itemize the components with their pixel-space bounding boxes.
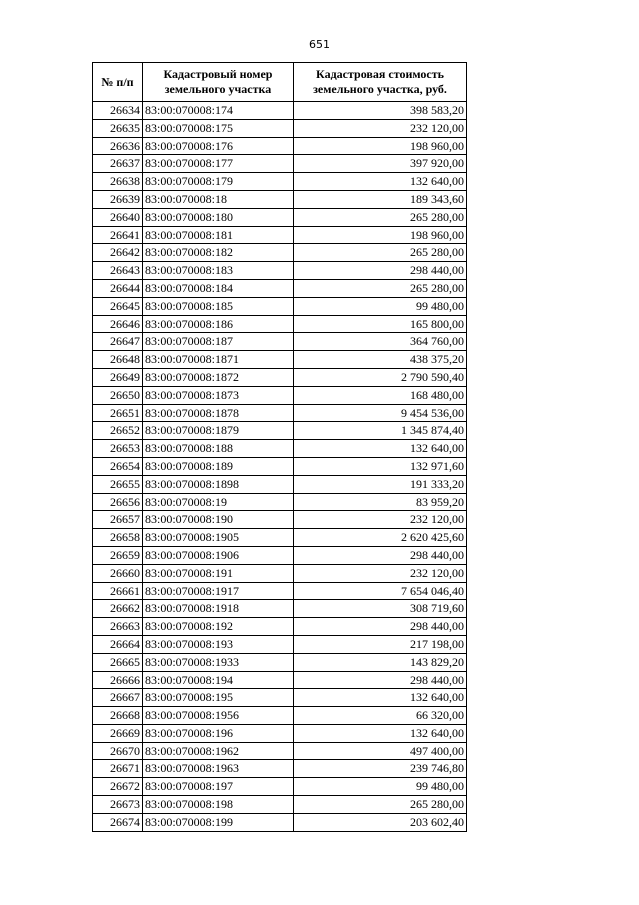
table-row (93, 635, 467, 653)
cadastral-number-cell: 83:00:070008:189 (143, 457, 294, 475)
cadastral-number-cell: 83:00:070008:183 (143, 262, 294, 280)
table-row (93, 671, 467, 689)
row-number-cell: 26643 (93, 262, 143, 280)
table-row (93, 440, 467, 458)
row-number-cell: 26672 (93, 778, 143, 796)
table-row (93, 297, 467, 315)
cadastral-number-cell: 83:00:070008:1898 (143, 475, 294, 493)
table-row (93, 475, 467, 493)
cadastral-value-cell: 132 640,00 (294, 724, 467, 742)
row-number-cell: 26663 (93, 618, 143, 636)
cadastral-value-cell: 308 719,60 (294, 600, 467, 618)
table-row (93, 760, 467, 778)
cadastral-number-cell: 83:00:070008:186 (143, 315, 294, 333)
cadastral-number-cell: 83:00:070008:192 (143, 618, 294, 636)
cadastral-number-cell: 83:00:070008:199 (143, 813, 294, 831)
cadastral-value-cell: 203 602,40 (294, 813, 467, 831)
table-row (93, 226, 467, 244)
cadastral-number-cell: 83:00:070008:1962 (143, 742, 294, 760)
cadastral-value-cell: 132 640,00 (294, 689, 467, 707)
header-cadastral-value: Кадастровая стоимость земельного участка, руб. (294, 63, 467, 102)
cadastral-value-cell: 265 280,00 (294, 244, 467, 262)
row-number-cell: 26661 (93, 582, 143, 600)
cadastral-number-cell: 83:00:070008:181 (143, 226, 294, 244)
cadastral-value-cell: 1 345 874,40 (294, 422, 467, 440)
row-number-cell: 26667 (93, 689, 143, 707)
cadastral-value-cell: 99 480,00 (294, 778, 467, 796)
header-number: № п/п (93, 63, 143, 102)
cadastral-value-cell: 7 654 046,40 (294, 582, 467, 600)
cadastral-value-cell: 66 320,00 (294, 707, 467, 725)
cadastral-value-table (92, 62, 467, 832)
table-row (93, 173, 467, 191)
table-row (93, 546, 467, 564)
table-row (93, 279, 467, 297)
cadastral-value-cell: 2 620 425,60 (294, 529, 467, 547)
cadastral-number-cell: 83:00:070008:1905 (143, 529, 294, 547)
cadastral-value-cell: 232 120,00 (294, 511, 467, 529)
row-number-cell: 26660 (93, 564, 143, 582)
cadastral-value-cell: 132 971,60 (294, 457, 467, 475)
header-cadastral-number: Кадастровый номер земельного участка (143, 63, 294, 102)
cadastral-number-cell: 83:00:070008:1871 (143, 351, 294, 369)
table-row (93, 368, 467, 386)
cadastral-value-cell: 9 454 536,00 (294, 404, 467, 422)
cadastral-value-cell: 239 746,80 (294, 760, 467, 778)
row-number-cell: 26673 (93, 796, 143, 814)
cadastral-value-cell: 168 480,00 (294, 386, 467, 404)
row-number-cell: 26637 (93, 155, 143, 173)
row-number-cell: 26648 (93, 351, 143, 369)
cadastral-value-cell: 99 480,00 (294, 297, 467, 315)
cadastral-value-cell: 438 375,20 (294, 351, 467, 369)
cadastral-number-cell: 83:00:070008:1879 (143, 422, 294, 440)
row-number-cell: 26638 (93, 173, 143, 191)
cadastral-value-cell: 189 343,60 (294, 190, 467, 208)
row-number-cell: 26636 (93, 137, 143, 155)
table-row (93, 262, 467, 280)
page-number: 651 (309, 38, 330, 51)
cadastral-number-cell: 83:00:070008:196 (143, 724, 294, 742)
cadastral-number-cell: 83:00:070008:175 (143, 119, 294, 137)
table-row (93, 119, 467, 137)
header-row (93, 63, 467, 102)
row-number-cell: 26674 (93, 813, 143, 831)
row-number-cell: 26666 (93, 671, 143, 689)
cadastral-number-cell: 83:00:070008:185 (143, 297, 294, 315)
cadastral-value-cell: 265 280,00 (294, 279, 467, 297)
cadastral-number-cell: 83:00:070008:190 (143, 511, 294, 529)
row-number-cell: 26668 (93, 707, 143, 725)
row-number-cell: 26653 (93, 440, 143, 458)
cadastral-number-cell: 83:00:070008:1873 (143, 386, 294, 404)
cadastral-value-cell: 298 440,00 (294, 262, 467, 280)
cadastral-value-cell: 232 120,00 (294, 119, 467, 137)
row-number-cell: 26657 (93, 511, 143, 529)
cadastral-number-cell: 83:00:070008:1917 (143, 582, 294, 600)
cadastral-number-cell: 83:00:070008:1906 (143, 546, 294, 564)
row-number-cell: 26641 (93, 226, 143, 244)
row-number-cell: 26670 (93, 742, 143, 760)
cadastral-value-cell: 143 829,20 (294, 653, 467, 671)
table-row (93, 404, 467, 422)
table-row (93, 742, 467, 760)
row-number-cell: 26635 (93, 119, 143, 137)
row-number-cell: 26669 (93, 724, 143, 742)
row-number-cell: 26656 (93, 493, 143, 511)
cadastral-number-cell: 83:00:070008:1872 (143, 368, 294, 386)
table-row (93, 422, 467, 440)
row-number-cell: 26659 (93, 546, 143, 564)
cadastral-number-cell: 83:00:070008:176 (143, 137, 294, 155)
table-row (93, 102, 467, 120)
cadastral-number-cell: 83:00:070008:184 (143, 279, 294, 297)
row-number-cell: 26662 (93, 600, 143, 618)
cadastral-number-cell: 83:00:070008:174 (143, 102, 294, 120)
table-row (93, 137, 467, 155)
cadastral-number-cell: 83:00:070008:1878 (143, 404, 294, 422)
table-row (93, 618, 467, 636)
table-row (93, 707, 467, 725)
table-row (93, 493, 467, 511)
row-number-cell: 26664 (93, 635, 143, 653)
table-row (93, 155, 467, 173)
cadastral-number-cell: 83:00:070008:1956 (143, 707, 294, 725)
row-number-cell: 26642 (93, 244, 143, 262)
cadastral-number-cell: 83:00:070008:177 (143, 155, 294, 173)
cadastral-value-cell: 217 198,00 (294, 635, 467, 653)
table-body (93, 102, 467, 832)
cadastral-value-cell: 298 440,00 (294, 618, 467, 636)
table-row (93, 600, 467, 618)
table-row (93, 511, 467, 529)
row-number-cell: 26649 (93, 368, 143, 386)
cadastral-number-cell: 83:00:070008:197 (143, 778, 294, 796)
table-row (93, 190, 467, 208)
row-number-cell: 26652 (93, 422, 143, 440)
cadastral-number-cell: 83:00:070008:1933 (143, 653, 294, 671)
row-number-cell: 26658 (93, 529, 143, 547)
cadastral-value-cell: 497 400,00 (294, 742, 467, 760)
cadastral-number-cell: 83:00:070008:182 (143, 244, 294, 262)
table-row (93, 208, 467, 226)
row-number-cell: 26647 (93, 333, 143, 351)
table-row (93, 333, 467, 351)
table-row (93, 582, 467, 600)
cadastral-number-cell: 83:00:070008:180 (143, 208, 294, 226)
table-row (93, 386, 467, 404)
table-row (93, 529, 467, 547)
cadastral-number-cell: 83:00:070008:188 (143, 440, 294, 458)
cadastral-number-cell: 83:00:070008:1963 (143, 760, 294, 778)
cadastral-value-cell: 298 440,00 (294, 546, 467, 564)
cadastral-number-cell: 83:00:070008:179 (143, 173, 294, 191)
row-number-cell: 26655 (93, 475, 143, 493)
cadastral-number-cell: 83:00:070008:19 (143, 493, 294, 511)
cadastral-value-cell: 298 440,00 (294, 671, 467, 689)
table-row (93, 796, 467, 814)
cadastral-number-cell: 83:00:070008:193 (143, 635, 294, 653)
cadastral-value-cell: 397 920,00 (294, 155, 467, 173)
row-number-cell: 26646 (93, 315, 143, 333)
cadastral-number-cell: 83:00:070008:194 (143, 671, 294, 689)
table-header (93, 63, 467, 102)
cadastral-value-cell: 232 120,00 (294, 564, 467, 582)
cadastral-value-cell: 364 760,00 (294, 333, 467, 351)
table-row (93, 724, 467, 742)
table-row (93, 778, 467, 796)
row-number-cell: 26650 (93, 386, 143, 404)
table-row (93, 564, 467, 582)
cadastral-value-cell: 198 960,00 (294, 137, 467, 155)
cadastral-value-cell: 165 800,00 (294, 315, 467, 333)
cadastral-value-cell: 2 790 590,40 (294, 368, 467, 386)
row-number-cell: 26634 (93, 102, 143, 120)
cadastral-value-cell: 265 280,00 (294, 796, 467, 814)
row-number-cell: 26639 (93, 190, 143, 208)
row-number-cell: 26665 (93, 653, 143, 671)
row-number-cell: 26671 (93, 760, 143, 778)
cadastral-value-cell: 191 333,20 (294, 475, 467, 493)
cadastral-value-cell: 265 280,00 (294, 208, 467, 226)
table-row (93, 653, 467, 671)
table-row (93, 813, 467, 831)
cadastral-value-cell: 398 583,20 (294, 102, 467, 120)
cadastral-value-cell: 132 640,00 (294, 440, 467, 458)
row-number-cell: 26645 (93, 297, 143, 315)
table-row (93, 689, 467, 707)
row-number-cell: 26651 (93, 404, 143, 422)
table-row (93, 351, 467, 369)
table-row (93, 457, 467, 475)
cadastral-value-cell: 83 959,20 (294, 493, 467, 511)
cadastral-number-cell: 83:00:070008:1918 (143, 600, 294, 618)
table-row (93, 315, 467, 333)
table-row (93, 244, 467, 262)
row-number-cell: 26644 (93, 279, 143, 297)
cadastral-number-cell: 83:00:070008:198 (143, 796, 294, 814)
cadastral-value-cell: 198 960,00 (294, 226, 467, 244)
cadastral-number-cell: 83:00:070008:191 (143, 564, 294, 582)
row-number-cell: 26654 (93, 457, 143, 475)
row-number-cell: 26640 (93, 208, 143, 226)
cadastral-value-cell: 132 640,00 (294, 173, 467, 191)
cadastral-number-cell: 83:00:070008:18 (143, 190, 294, 208)
cadastral-number-cell: 83:00:070008:195 (143, 689, 294, 707)
cadastral-number-cell: 83:00:070008:187 (143, 333, 294, 351)
